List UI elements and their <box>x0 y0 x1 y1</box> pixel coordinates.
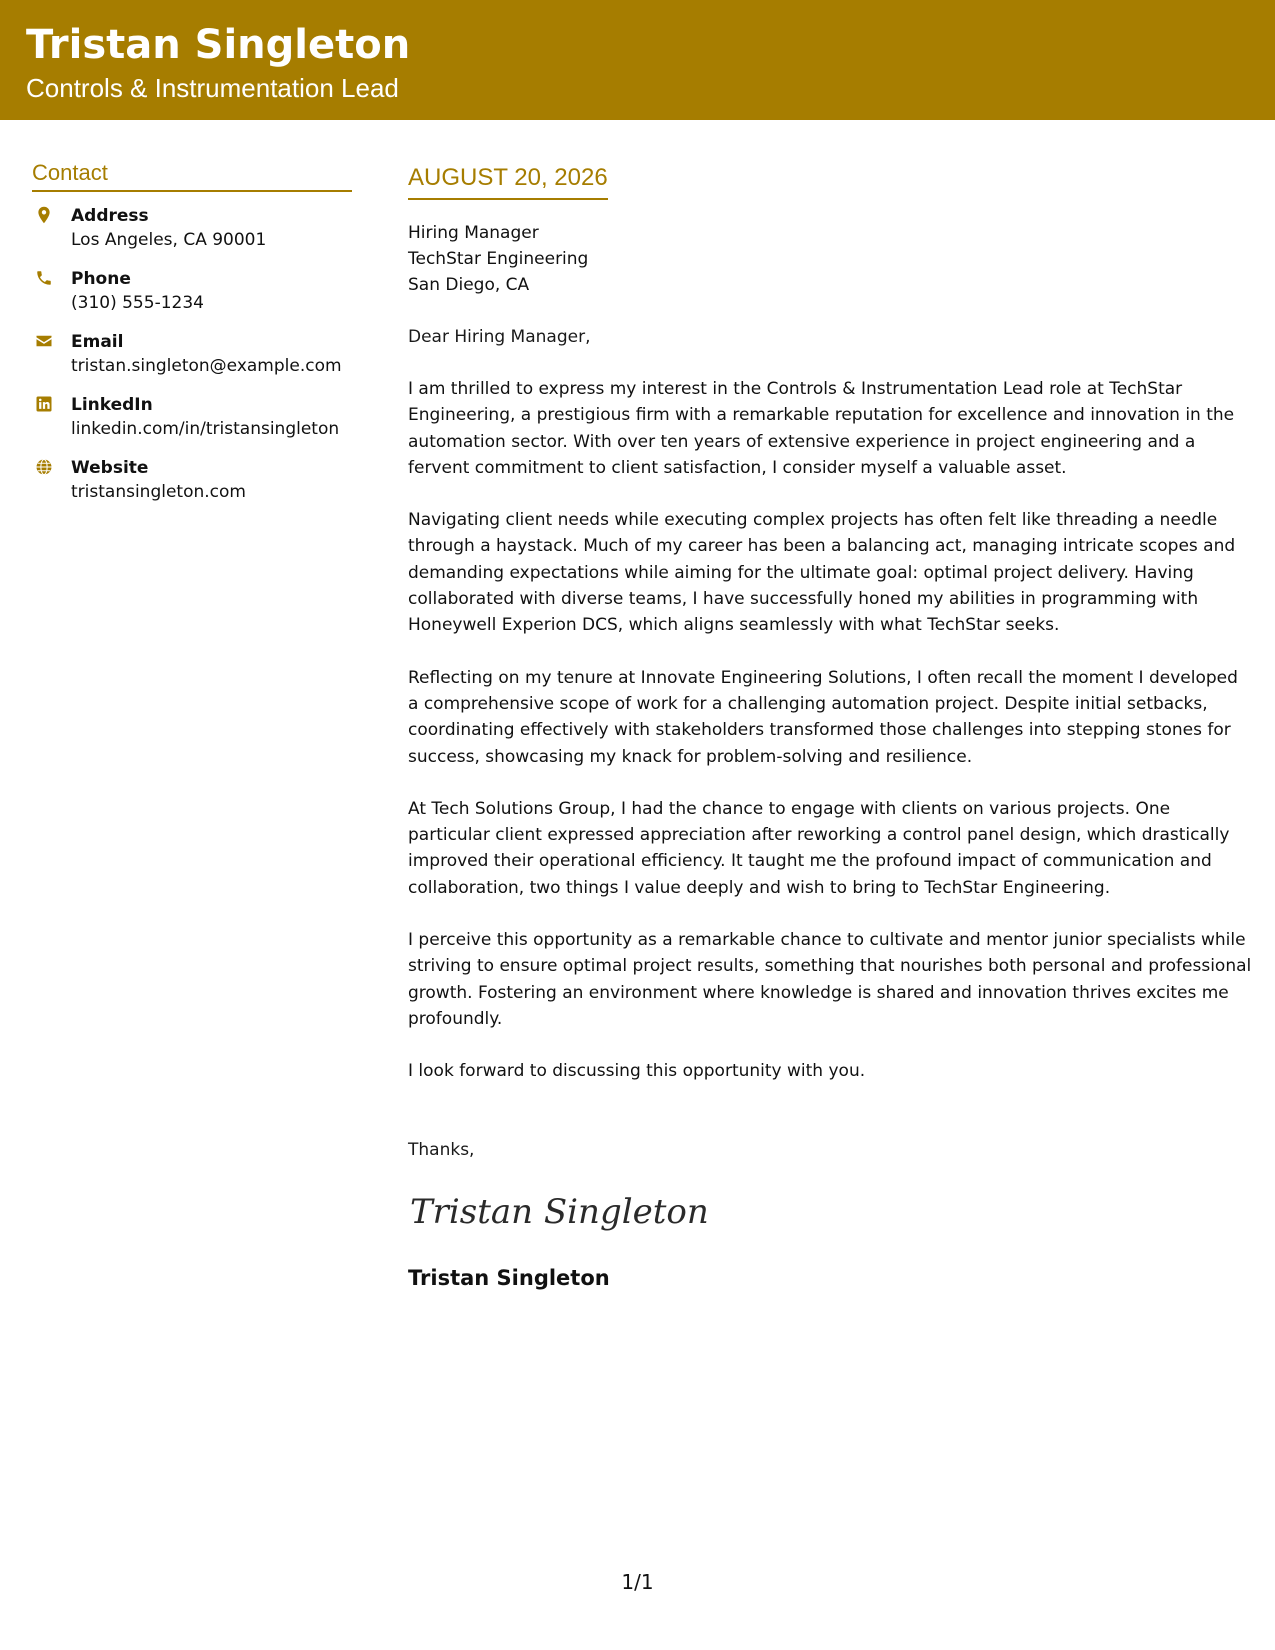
applicant-name: Tristan Singleton <box>26 22 411 68</box>
contact-label: Email <box>71 332 124 352</box>
contact-value: Los Angeles, CA 90001 <box>71 230 267 250</box>
contact-label: Website <box>71 458 149 478</box>
phone-icon <box>35 269 53 287</box>
letter-paragraph: I am thrilled to express my interest in the Controls & Instrumentation Lead role at TechStar Engineering, a prestigious firm with a remarkable reputation for excellence and innovation in the automation sector. With over ten years of extensive experience in project engineering and a fervent commitment to client satisfaction, I consider myself a valuable asset. <box>408 379 1235 478</box>
contact-label: Phone <box>71 269 131 289</box>
map-pin-icon <box>35 206 53 224</box>
contact-value: tristan.singleton@example.com <box>71 356 342 376</box>
letter-body <box>408 164 1253 1290</box>
contact-item-linkedin <box>32 393 352 456</box>
contact-label: Address <box>71 206 149 226</box>
contact-heading: Contact <box>32 160 352 192</box>
letter-paragraph: At Tech Solutions Group, I had the chance to engage with clients on various projects. One particular client expressed appreciation after reworking a control panel design, which drastically improved their operational efficiency. It taught me the profound impact of communication and collaboration, two things I value deeply and wish to bring to TechStar Engineering. <box>408 798 1230 898</box>
recipient-line: TechStar Engineering <box>408 249 589 269</box>
contact-label: LinkedIn <box>71 395 153 415</box>
globe-icon <box>35 458 53 476</box>
page-header <box>0 0 1275 120</box>
letter-paragraph: I look forward to discussing this opportunity with you. <box>408 1061 866 1082</box>
letter-paragraph: Navigating client needs while executing complex projects has often felt like threading a needle through a haystack. Much of my career has been a balancing act, managing intricate scopes and demanding expectations while aiming for the ultimate goal: optimal project delivery. Having collaborated with diverse teams, I have successfully honed my abilities in programming with Honeywell Experion DCS, which aligns seamlessly with what TechStar seeks. <box>408 510 1236 636</box>
contact-value: tristansingleton.com <box>71 482 246 502</box>
contact-value: linkedin.com/in/tristansingleton <box>71 419 340 439</box>
contact-item-phone <box>32 267 352 330</box>
contact-item-email <box>32 330 352 393</box>
contact-sidebar <box>32 160 352 519</box>
salutation: Dear Hiring Manager, <box>408 327 591 347</box>
signer-name: Tristan Singleton <box>408 1265 610 1290</box>
recipient-block <box>408 220 1253 298</box>
contact-value: (310) 555-1234 <box>71 293 204 313</box>
letter-paragraph: Reflecting on my tenure at Innovate Engineering Solutions, I often recall the moment I developed a comprehensive scope of work for a challenging automation project. Despite initial setbacks, coordinating effectively with stakeholders transformed those challenges into stepping stones for success, showcasing my knack for problem-solving and resilience. <box>408 667 1238 767</box>
page-number: 1/1 <box>621 1570 654 1594</box>
envelope-icon <box>35 332 53 350</box>
letter-date: AUGUST 20, 2026 <box>408 164 608 200</box>
recipient-line: Hiring Manager <box>408 223 539 243</box>
letter-paragraph: I perceive this opportunity as a remarkable chance to cultivate and mentor junior specialists while striving to ensure optimal project results, something that nourishes both personal and professional growth. Fostering an environment where knowledge is shared and innovation thrives excites me profoundly. <box>408 930 1252 1029</box>
linkedin-icon <box>35 395 53 413</box>
signature-text: Tristan Singleton <box>410 1191 709 1232</box>
handwritten-signature <box>408 1185 709 1241</box>
contact-item-website <box>32 456 352 519</box>
closing: Thanks, <box>408 1139 475 1160</box>
applicant-job-title: Controls & Instrumentation Lead <box>26 73 399 103</box>
recipient-line: San Diego, CA <box>408 275 530 295</box>
contact-item-address <box>32 204 352 267</box>
